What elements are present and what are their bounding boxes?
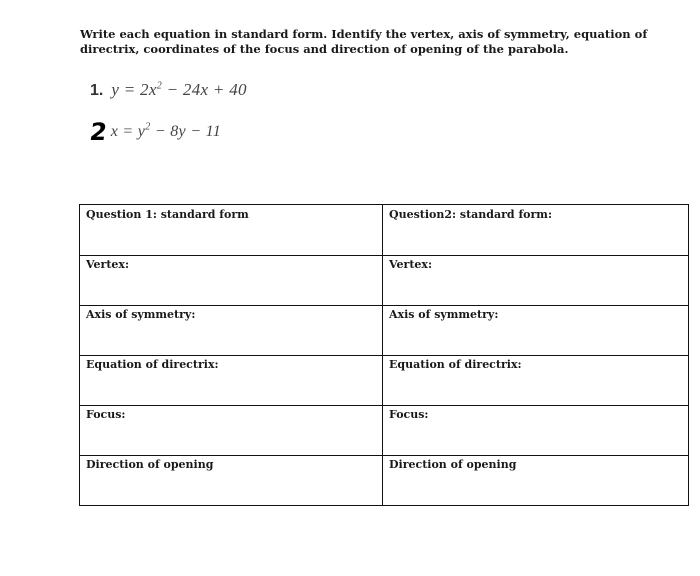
q2-focus-cell[interactable]: Focus: [383,406,689,456]
table-row-axis [80,306,689,356]
answer-table [79,204,689,506]
table-row-vertex [80,256,689,306]
question-1-rhs: − 24x + 40 [162,80,247,99]
q2-directrix-cell[interactable]: Equation of directrix: [383,356,689,406]
q1-focus-cell[interactable]: Focus: [80,406,383,456]
question-2-equation [88,114,222,146]
q2-direction-cell[interactable]: Direction of opening [383,456,689,506]
table-row-standard-form [80,205,689,256]
question-2-expression [111,123,221,141]
question-1-exponent: 2 [156,80,163,92]
question-1-equation [90,80,247,100]
table-row-focus [80,406,689,456]
q1-directrix-cell[interactable]: Equation of directrix: [80,356,383,406]
question-2-exponent: 2 [145,121,151,133]
instructions-text: Write each equation in standard form. Identify the vertex, axis of symmetry, equation of directrix, coordinates of the focus and direction of opening of the parabola. [80,27,648,56]
q2-standard-form-cell[interactable]: Question2: standard form: [383,205,689,256]
question-2-number: 2 [88,118,109,146]
question-1-expression [111,80,246,100]
table-row-directrix [80,356,689,406]
q2-vertex-cell[interactable]: Vertex: [383,256,689,306]
q1-direction-cell[interactable]: Direction of opening [80,456,383,506]
table-row-direction [80,456,689,506]
question-2-lhs: x = y [110,123,146,140]
question-2-rhs: − 8y − 11 [150,123,222,140]
question-1-number: 1. [90,82,104,99]
question-1-lhs: y = 2x [111,80,157,99]
q1-axis-cell[interactable]: Axis of symmetry: [80,306,383,356]
q1-standard-form-cell[interactable]: Question 1: standard form [80,205,383,256]
q2-axis-cell[interactable]: Axis of symmetry: [383,306,689,356]
q1-vertex-cell[interactable]: Vertex: [80,256,383,306]
